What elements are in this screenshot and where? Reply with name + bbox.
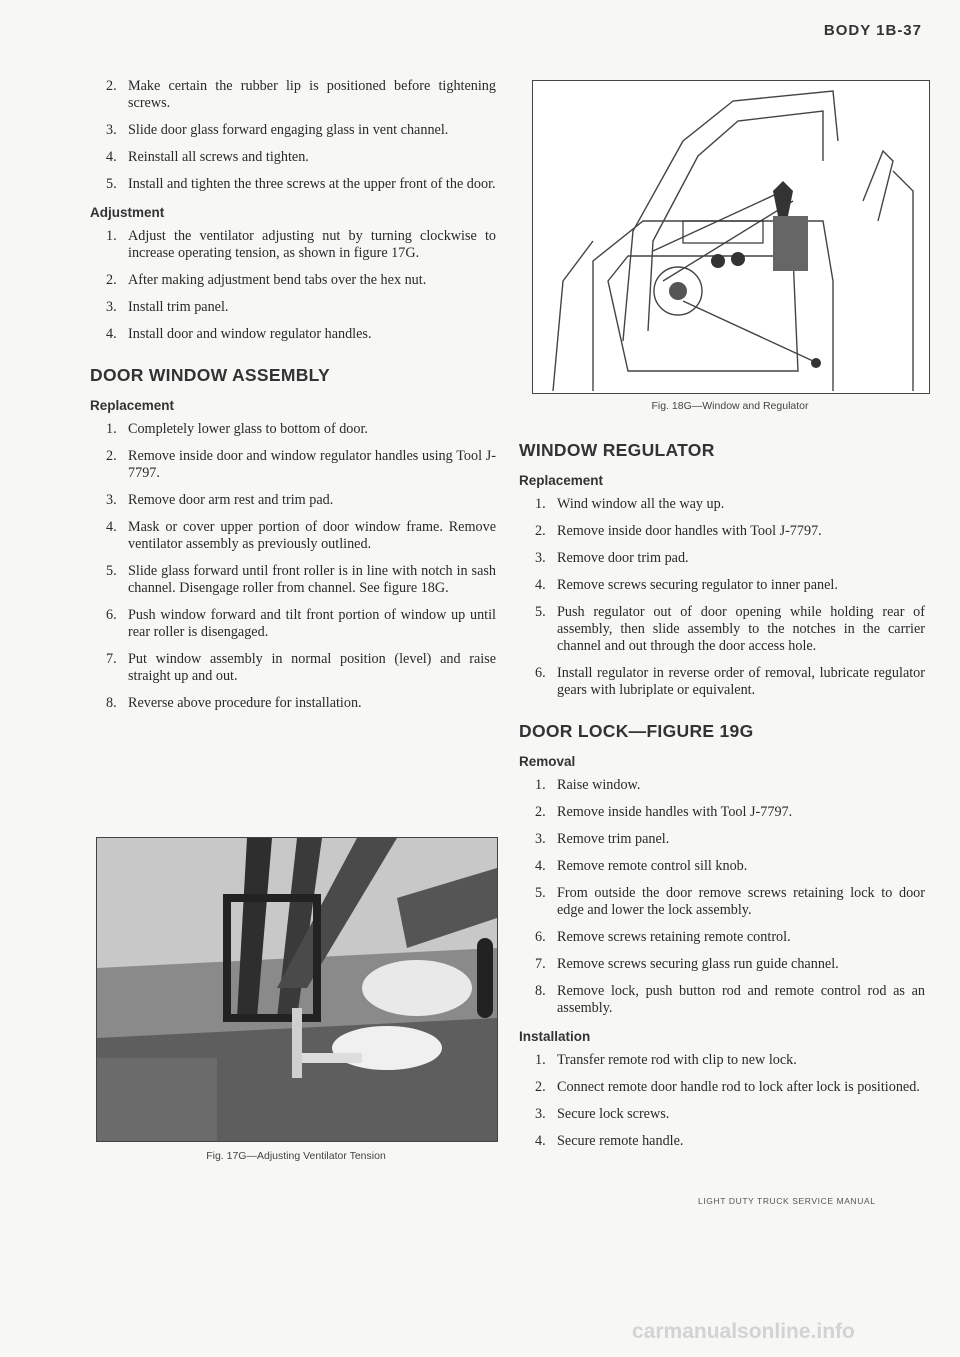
site-watermark: carmanualsonline.info xyxy=(632,1320,855,1343)
step-text: Put window assembly in normal position (level) and raise straight up and out. xyxy=(128,651,496,684)
figure-17g-caption: Fig. 17G—Adjusting Ventilator Tension xyxy=(206,1150,386,1162)
step-number: 4. xyxy=(106,149,117,165)
door-window-assembly-heading: DOOR WINDOW ASSEMBLY xyxy=(90,365,330,385)
step-item xyxy=(535,804,925,821)
step-item xyxy=(535,523,925,540)
step-item xyxy=(106,448,496,482)
left-column xyxy=(90,78,496,722)
step-text: Install trim panel. xyxy=(128,299,229,315)
step-number: 2. xyxy=(535,804,546,820)
step-number: 2. xyxy=(106,272,117,288)
figure-18g-caption: Fig. 18G—Window and Regulator xyxy=(651,400,809,412)
step-item xyxy=(535,929,925,946)
step-text: Reinstall all screws and tighten. xyxy=(128,149,309,165)
step-text: Connect remote door handle rod to lock after lock is positioned. xyxy=(557,1079,920,1095)
step-item xyxy=(535,665,925,699)
step-item xyxy=(106,695,496,712)
step-item xyxy=(106,519,496,553)
step-item xyxy=(535,604,925,655)
step-item xyxy=(106,176,496,193)
window-regulator-diagram xyxy=(533,81,929,393)
figure-18g-diagram xyxy=(532,80,930,394)
step-text: Make certain the rubber lip is positioned before tightening screws. xyxy=(128,78,496,111)
installation-heading: Installation xyxy=(519,1029,591,1044)
step-number: 5. xyxy=(106,563,117,579)
step-item xyxy=(535,1079,925,1096)
step-item xyxy=(106,228,496,262)
step-item xyxy=(535,831,925,848)
step-number: 3. xyxy=(106,299,117,315)
step-text: Completely lower glass to bottom of door. xyxy=(128,421,368,437)
removal-steps xyxy=(535,777,925,1017)
step-text: Wind window all the way up. xyxy=(557,496,725,512)
step-number: 3. xyxy=(535,1106,546,1122)
step-text: Remove trim panel. xyxy=(557,831,670,847)
step-text: From outside the door remove screws retaining lock to door edge and lower the lock assembly. xyxy=(557,885,925,918)
step-text: Remove door arm rest and trim pad. xyxy=(128,492,334,508)
step-text: Remove screws retaining remote control. xyxy=(557,929,791,945)
adjustment-steps xyxy=(106,228,496,343)
step-number: 2. xyxy=(106,448,117,464)
step-number: 2. xyxy=(535,523,546,539)
step-number: 8. xyxy=(535,983,546,999)
step-text: Remove door trim pad. xyxy=(557,550,689,566)
step-text: Slide door glass forward engaging glass in vent channel. xyxy=(128,122,449,138)
step-text: Push regulator out of door opening while holding rear of assembly, then slide assembly to the notches in the carrier channel and out through the door access hole. xyxy=(557,604,925,654)
step-text: Push window forward and tilt front portion of window up until rear roller is disengaged. xyxy=(128,607,496,640)
regulator-replacement-steps xyxy=(535,496,925,699)
step-number: 7. xyxy=(535,956,546,972)
step-text: Transfer remote rod with clip to new lock. xyxy=(557,1052,797,1068)
adjustment-heading: Adjustment xyxy=(90,205,165,220)
step-number: 1. xyxy=(535,1052,546,1068)
step-number: 5. xyxy=(106,176,117,192)
step-number: 2. xyxy=(106,78,117,94)
step-number: 7. xyxy=(106,651,117,667)
step-number: 2. xyxy=(535,1079,546,1095)
step-item xyxy=(106,122,496,139)
step-text: Remove remote control sill knob. xyxy=(557,858,748,874)
step-item xyxy=(535,1133,925,1150)
right-column xyxy=(519,418,925,1160)
step-number: 4. xyxy=(106,519,117,535)
installation-steps xyxy=(535,1052,925,1150)
replacement-heading: Replacement xyxy=(90,398,175,413)
step-number: 6. xyxy=(535,929,546,945)
step-number: 3. xyxy=(106,492,117,508)
step-text: Remove screws securing regulator to inner panel. xyxy=(557,577,838,593)
step-item xyxy=(535,1052,925,1069)
regulator-replacement-heading: Replacement xyxy=(519,473,604,488)
step-item xyxy=(535,777,925,794)
step-number: 4. xyxy=(535,577,546,593)
step-item xyxy=(535,956,925,973)
step-text: Install and tighten the three screws at the upper front of the door. xyxy=(128,176,496,192)
step-text: Secure lock screws. xyxy=(557,1106,670,1122)
step-number: 4. xyxy=(106,326,117,342)
step-number: 3. xyxy=(106,122,117,138)
step-text: Reverse above procedure for installation. xyxy=(128,695,362,711)
step-number: 5. xyxy=(535,885,546,901)
step-number: 4. xyxy=(535,858,546,874)
step-text: Slide glass forward until front roller is in line with notch in sash channel. Disengage roller from channel. See figure 18G. xyxy=(128,563,496,596)
step-item xyxy=(106,563,496,597)
step-text: Remove screws securing glass run guide channel. xyxy=(557,956,839,972)
step-item xyxy=(535,858,925,875)
step-item xyxy=(535,550,925,567)
step-text: Remove inside handles with Tool J-7797. xyxy=(557,804,793,820)
step-text: Install regulator in reverse order of removal, lubricate regulator gears with lubriplate or equivalent. xyxy=(557,665,925,698)
step-item xyxy=(106,299,496,316)
replacement-steps xyxy=(106,421,496,712)
step-item xyxy=(106,149,496,166)
step-number: 4. xyxy=(535,1133,546,1149)
step-item xyxy=(535,1106,925,1123)
step-item xyxy=(535,496,925,513)
page-header: BODY 1B-37 xyxy=(823,22,922,39)
step-item xyxy=(106,326,496,343)
step-number: 1. xyxy=(535,777,546,793)
step-item xyxy=(106,607,496,641)
step-item xyxy=(106,78,496,112)
step-number: 1. xyxy=(106,421,117,437)
window-regulator-heading: WINDOW REGULATOR xyxy=(519,440,715,460)
removal-heading: Removal xyxy=(519,754,576,769)
step-number: 8. xyxy=(106,695,117,711)
step-text: Remove inside door handles with Tool J-7797. xyxy=(557,523,822,539)
door-lock-heading: DOOR LOCK—FIGURE 19G xyxy=(519,721,754,741)
ventilator-adjusting-photo xyxy=(97,838,497,1141)
manual-footer: LIGHT DUTY TRUCK SERVICE MANUAL xyxy=(698,1196,876,1206)
step-text: Adjust the ventilator adjusting nut by turning clockwise to increase operating tension, as shown in figure 17G. xyxy=(128,228,496,261)
step-item xyxy=(106,492,496,509)
step-text: Mask or cover upper portion of door window frame. Remove ventilator assembly as previously outlined. xyxy=(128,519,496,552)
step-item xyxy=(535,577,925,594)
step-item xyxy=(106,651,496,685)
step-text: Install door and window regulator handles. xyxy=(128,326,372,342)
step-number: 6. xyxy=(535,665,546,681)
step-item xyxy=(106,421,496,438)
figure-17g-photo xyxy=(96,837,498,1142)
step-number: 5. xyxy=(535,604,546,620)
step-item xyxy=(106,272,496,289)
step-text: Remove lock, push button rod and remote control rod as an assembly. xyxy=(557,983,925,1016)
step-item xyxy=(535,885,925,919)
step-number: 1. xyxy=(535,496,546,512)
intro-steps xyxy=(106,78,496,193)
step-number: 3. xyxy=(535,831,546,847)
step-number: 3. xyxy=(535,550,546,566)
step-item xyxy=(535,983,925,1017)
step-text: Remove inside door and window regulator handles using Tool J-7797. xyxy=(128,448,496,481)
step-number: 1. xyxy=(106,228,117,244)
step-text: Raise window. xyxy=(557,777,641,793)
step-text: Secure remote handle. xyxy=(557,1133,684,1149)
step-text: After making adjustment bend tabs over the hex nut. xyxy=(128,272,427,288)
step-number: 6. xyxy=(106,607,117,623)
